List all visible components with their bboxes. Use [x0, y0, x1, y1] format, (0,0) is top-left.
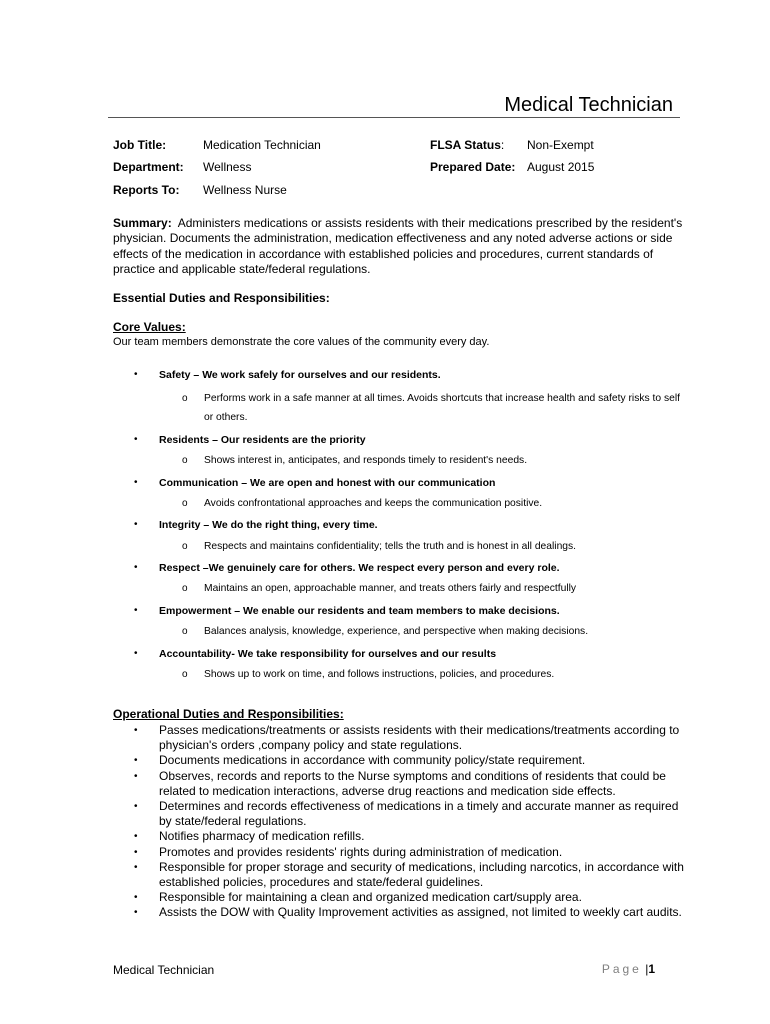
page-label: Page [601, 962, 642, 976]
operational-duties-list [113, 723, 693, 921]
sub-bullet-icon: o [182, 669, 188, 680]
bullet-icon: • [134, 907, 138, 919]
core-values-heading: Core Values: [113, 320, 186, 334]
bullet-icon: • [134, 755, 138, 767]
title-divider [108, 117, 680, 118]
flsa-colon: : [500, 138, 505, 152]
bullet-icon: • [134, 892, 138, 904]
core-values-intro: Our team members demonstrate the core values of the community every day. [113, 336, 490, 348]
core-value-desc: Performs work in a safe manner at all times. Avoids shortcuts that increase health and safety risks to self or others. [204, 393, 680, 423]
list-item: • Responsible for maintaining a clean and organized medication cart/supply area. [134, 890, 582, 905]
core-value-desc: Shows up to work on time, and follows instructions, policies, and procedures. [204, 669, 555, 680]
bullet-icon: • [134, 831, 138, 843]
bullet-icon: • [134, 369, 138, 380]
job-title-value: Medication Technician [203, 138, 321, 152]
bullet-icon: • [134, 477, 138, 488]
department-label: Department: [113, 160, 184, 174]
core-value-desc: Respects and maintains confidentiality; tells the truth and is honest in all dealings. [204, 541, 577, 552]
list-item: • Observes, records and reports to the Nurse symptoms and conditions of residents that could be related to medication interactions, adverse drug reactions and medication side effects. [134, 768, 666, 798]
page-number: 1 [648, 962, 655, 976]
department-field [113, 160, 184, 174]
bullet-icon: • [134, 434, 138, 445]
sub-bullet-icon: o [182, 541, 188, 552]
footer-title: Medical Technician [113, 963, 215, 977]
summary-label: Summary: [113, 216, 172, 230]
sub-bullet-icon: o [182, 455, 188, 466]
list-item: • Notifies pharmacy of medication refills. [134, 829, 365, 844]
core-value-desc: Balances analysis, knowledge, experience, and perspective when making decisions. [204, 626, 589, 637]
reports-to-label: Reports To: [113, 183, 180, 197]
summary-text: Administers medications or assists residents with their medications prescribed by the resident's physician. Documents the administration, medication effectiveness and any noted adverse actions or side effects of the medication in accordance with established policies and procedures, current standards of practice and applicable state/federal regulations. [113, 216, 683, 276]
flsa-field [430, 138, 504, 152]
bullet-icon: • [134, 770, 138, 782]
core-value-title: Communication – We are open and honest with our communication [159, 477, 496, 489]
bullet-icon: • [134, 648, 138, 659]
core-value-title: Safety – We work safely for ourselves and our residents. [159, 369, 441, 381]
prepared-date-value: August 2015 [527, 160, 595, 174]
flsa-value: Non-Exempt [527, 138, 594, 152]
document-title: Medical Technician [504, 94, 673, 116]
summary-paragraph [113, 216, 683, 277]
sub-bullet-icon: o [182, 626, 188, 637]
list-item: • Determines and records effectiveness of medications in a timely and accurate manner as required by state/federal regulations. [134, 799, 679, 829]
bullet-icon: • [134, 801, 138, 813]
core-value-title: Residents – Our residents are the priority [159, 434, 366, 446]
job-title-field [113, 138, 166, 152]
prepared-date-field [430, 160, 515, 174]
list-item: • Passes medications/treatments or assists residents with their medications/treatments according to physician's orders ,company policy and state regulations. [134, 723, 680, 753]
bullet-icon: • [134, 519, 138, 530]
essential-duties-heading: Essential Duties and Responsibilities: [113, 291, 330, 305]
bullet-icon: • [134, 861, 138, 873]
list-item: • Promotes and provides residents' rights during administration of medication. [134, 844, 563, 859]
bullet-icon: • [134, 605, 138, 616]
core-value-desc: Avoids confrontational approaches and keeps the communication positive. [204, 498, 543, 509]
page-number-footer [602, 962, 655, 976]
reports-to-value: Wellness Nurse [203, 183, 287, 197]
prepared-date-label: Prepared Date: [430, 160, 516, 174]
department-value: Wellness [203, 160, 252, 174]
bullet-icon: • [134, 725, 138, 736]
page-separator: | [645, 962, 649, 976]
bullet-icon: • [134, 562, 138, 573]
flsa-label: FLSA Status [430, 138, 501, 152]
reports-to-field [113, 183, 179, 197]
core-value-title: Integrity – We do the right thing, every time. [159, 519, 378, 531]
list-item: • Documents medications in accordance with community policy/state requirement. [134, 753, 586, 768]
operational-duties-heading: Operational Duties and Responsibilities: [113, 707, 344, 721]
core-value-title: Respect –We genuinely care for others. We respect every person and every role. [159, 562, 560, 574]
core-value-title: Accountability- We take responsibility for ourselves and our results [159, 648, 497, 660]
sub-bullet-icon: o [182, 583, 188, 594]
job-title-label: Job Title: [113, 138, 167, 152]
list-item: • Responsible for proper storage and security of medications, including narcotics, in accordance with established policies, procedures and state/federal guidelines. [134, 859, 684, 890]
core-value-desc: Shows interest in, anticipates, and responds timely to resident's needs. [204, 455, 528, 466]
list-item: • Assists the DOW with Quality Improvement activities as assigned, not limited to weekly cart audits. [134, 905, 682, 920]
bullet-icon: • [134, 846, 138, 858]
core-value-desc: Maintains an open, approachable manner, and treats others fairly and respectfully [204, 583, 577, 594]
core-value-title: Empowerment – We enable our residents and team members to make decisions. [159, 605, 560, 617]
sub-bullet-icon: o [182, 498, 188, 509]
sub-bullet-icon: o [182, 393, 188, 404]
